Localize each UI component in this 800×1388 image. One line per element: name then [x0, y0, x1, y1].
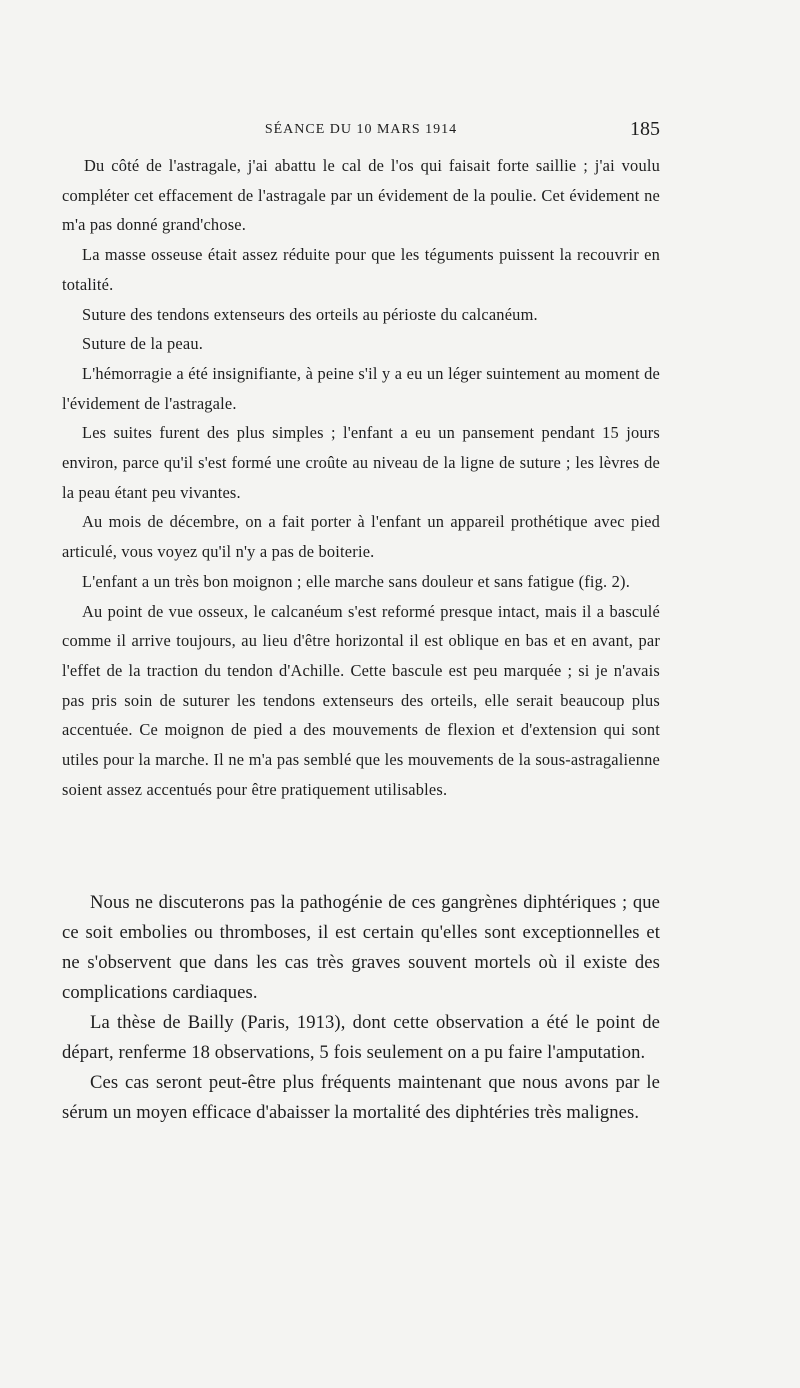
paragraph: Au mois de décembre, on a fait porter à l'enfant un appareil prothétique avec pied articulé, vous voyez qu'il n'y a pas de boiterie.	[62, 512, 660, 562]
paragraph: Du côté de l'astragale, j'ai abattu le cal de l'os qui faisait forte saillie ; j'ai voulu compléter cet effacement de l'astragale par un évidement de la poulie. Cet évidement ne m'a pas donné grand'chose.	[62, 156, 660, 235]
paragraph: Suture des tendons extenseurs des orteils au périoste du calcanéum.	[82, 304, 538, 324]
paragraph: Suture de la peau.	[82, 334, 204, 354]
page-number: 185	[630, 118, 660, 140]
paragraph: La thèse de Bailly (Paris, 1913), dont cette observation a été le point de départ, renferme 18 observations, 5 fois seulement on a pu faire l'amputation.	[62, 1012, 660, 1063]
paragraph: La masse osseuse était assez réduite pour que les téguments puissent la recouvrir en totalité.	[62, 245, 660, 294]
paragraph: Au point de vue osseux, le calcanéum s'est reformé presque intact, mais il a basculé comme il arrive toujours, au lieu d'être horizontal il est oblique en bas et en avant, par l'effet de la traction du tendon d'Achille. Cette bascule est peu marquée ; si je n'avais pas pris soin de suturer les tendons extenseurs des orteils, elle serait beaucoup plus accentuée. Ce moignon de pied a des mouvements de flexion et d'extension qui sont utiles pour la marche. Il ne m'a pas semblé que les mouvements de la sous-astragalienne soient assez accentués pour être pratiquement utilisables.	[62, 601, 660, 799]
observation-text	[62, 151, 660, 804]
paragraph: L'hémorragie a été insignifiante, à peine s'il y a eu un léger suintement au moment de l'évidement de l'astragale.	[62, 363, 660, 413]
paragraph: Ces cas seront peut-être plus fréquents maintenant que nous avons par le sérum un moyen efficace d'abaisser la mortalité des diphtéries très malignes.	[62, 1072, 660, 1123]
paragraph: L'enfant a un très bon moignon ; elle marche sans douleur et sans fatigue (fig. 2).	[82, 571, 630, 591]
paragraph: Nous ne discuterons pas la pathogénie de ces gangrènes diphtériques ; que ce soit embolies ou thromboses, il est certain qu'elles sont exceptionnelles et ne s'observent que dans les cas très graves souvent mortels où il existe des complications cardiaques.	[62, 892, 660, 1003]
paragraph: Les suites furent des plus simples ; l'enfant a eu un pansement pendant 15 jours environ, parce qu'il s'est formé une croûte au niveau de la ligne de suture ; les lèvres de la peau étant peu vivantes.	[62, 423, 660, 502]
page-header	[62, 118, 660, 148]
discussion-text	[62, 888, 660, 1128]
running-head: SÉANCE DU 10 MARS 1914	[264, 122, 458, 137]
